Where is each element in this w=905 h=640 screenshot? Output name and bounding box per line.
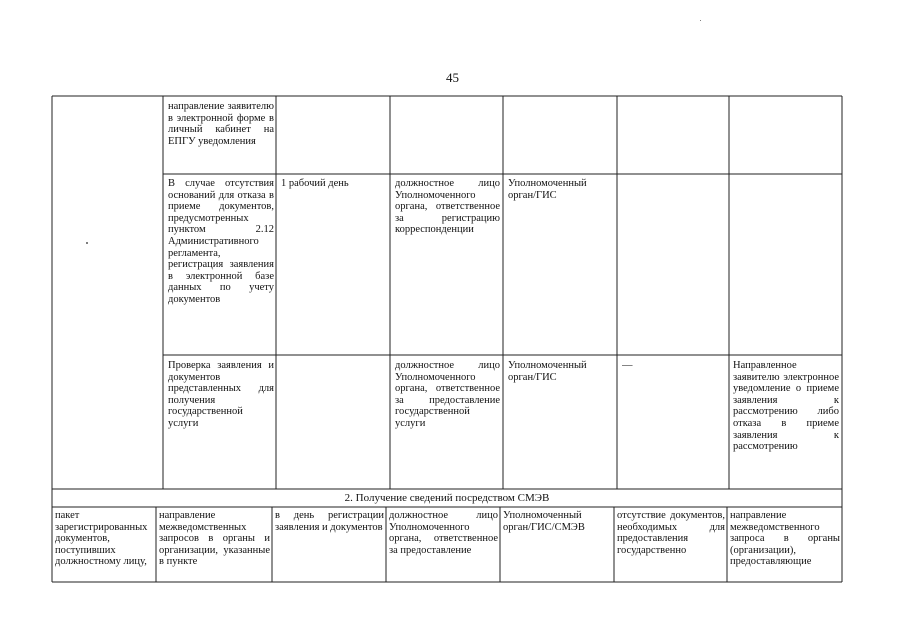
r4-criteria-cell: отсутствие документов, необходимых для предоставления государственно	[617, 510, 725, 556]
r4-action-cell: направление межведомственных запросов в органы и организации, указанные в пункте	[159, 510, 270, 568]
r4-result-cell: направление межведомственного запроса в органы (организации), предоставляющие	[730, 510, 840, 568]
section-header: 2. Получение сведений посредством СМЭВ	[344, 492, 550, 504]
scan-speck	[86, 242, 88, 244]
r2-action-cell: В случае отсутствия оснований для отказа в приеме документов, предусмотренных пунктом 2.12 Административного регламента, регистрация заявления в электронной базе данных по учету документов	[168, 178, 274, 305]
r3-action-cell: Проверка заявления и документов представленных для получения государственной услуги	[168, 360, 274, 429]
r4-basis-cell: пакет зарегистрированных документов, поступивших должностному лицу,	[55, 510, 148, 568]
scan-speck	[700, 20, 701, 21]
r3-criteria-cell: —	[622, 360, 633, 371]
r3-official-cell: должностное лицо Уполномоченного органа, ответственное за предоставление государственной услуги	[395, 360, 500, 429]
r4-official-cell: должностное лицо Уполномоченного органа, ответственное за предоставление	[389, 510, 498, 556]
r2-duration-cell: 1 рабочий день	[281, 178, 349, 189]
page-number: 45	[446, 70, 459, 85]
r3-result-cell: Направленное заявителю электронное уведомление о приеме заявления к рассмотрению либо отказа в приеме заявления к рассмотрению	[733, 360, 839, 453]
r1-action-cell: направление заявителю в электронной форме в личный кабинет на ЕПГУ уведомления	[168, 101, 274, 147]
r4-duration-cell: в день регистрации заявления и документов	[275, 510, 384, 533]
r2-official-cell: должностное лицо Уполномоченного органа, ответственное за регистрацию корреспонденции	[395, 178, 500, 236]
r4-system-cell: Уполномоченный орган/ГИС/СМЭВ	[503, 510, 585, 533]
r2-system-cell: Уполномоченный орган/ГИС	[508, 178, 587, 201]
r3-system-cell: Уполномоченный орган/ГИС	[508, 360, 587, 383]
